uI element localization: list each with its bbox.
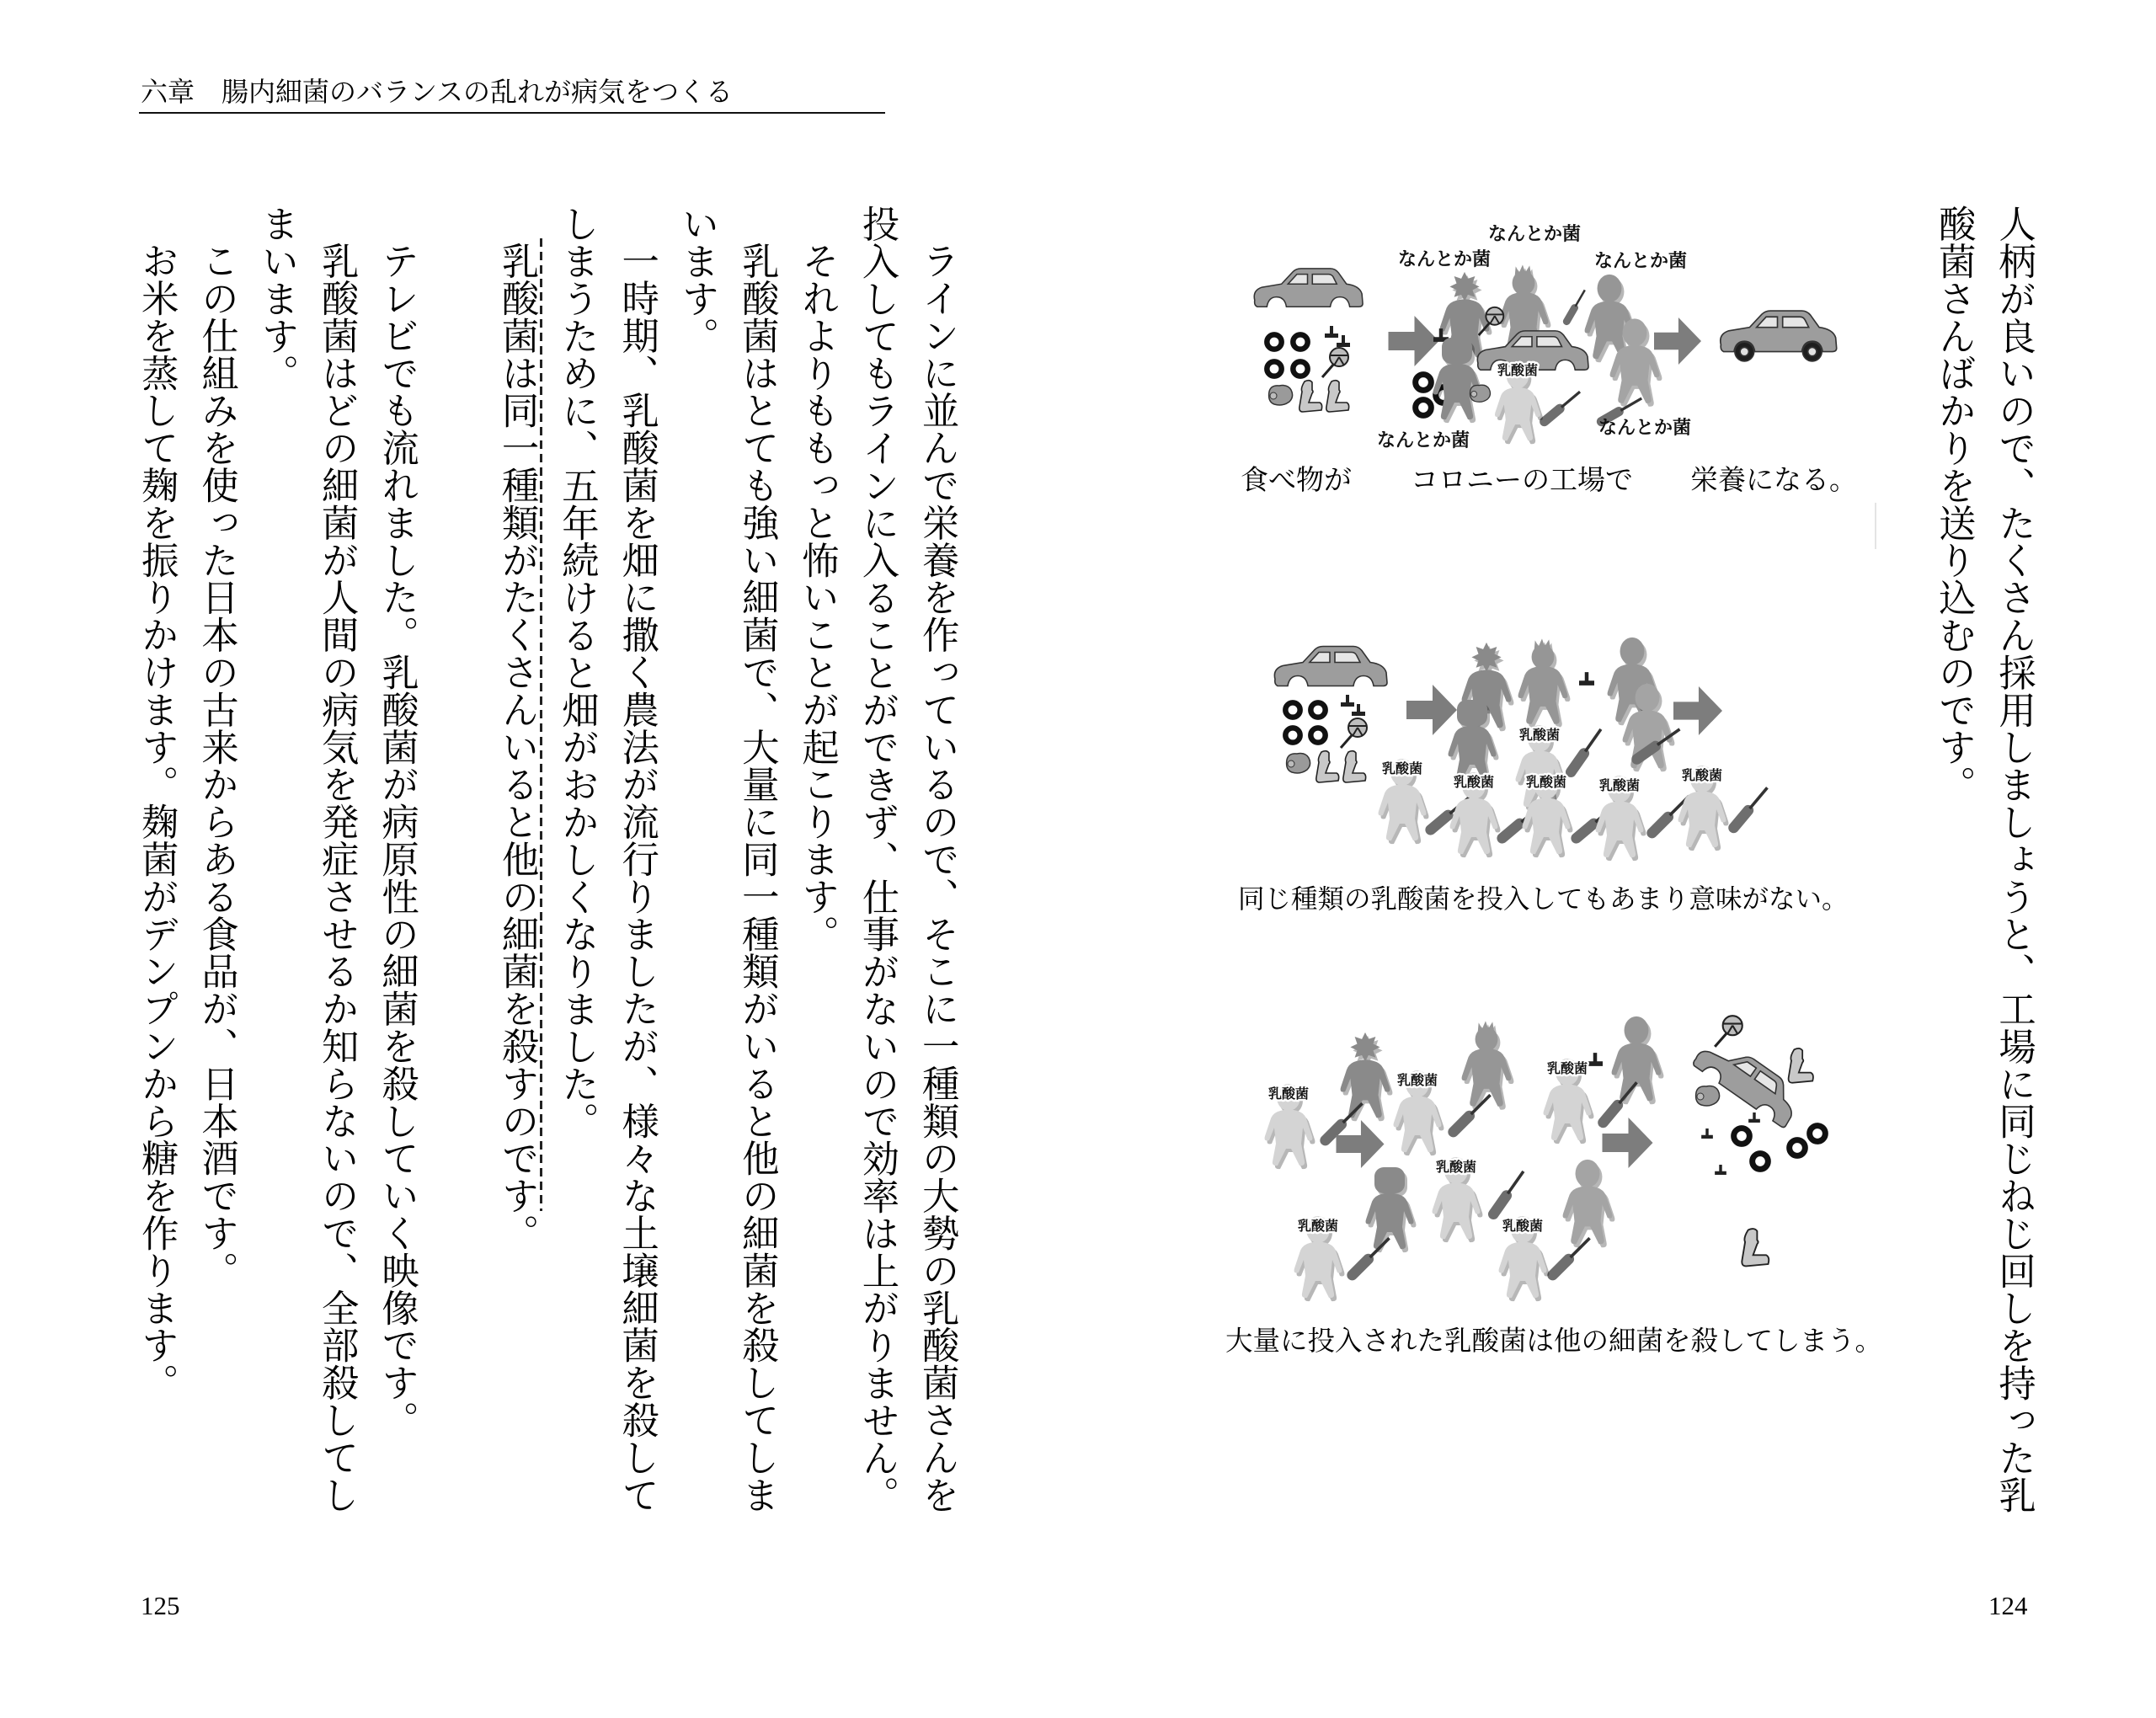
lactic-acid-bacterium-label: 乳酸菌 xyxy=(1435,1159,1477,1175)
lactic-acid-bacterium-label: 乳酸菌 xyxy=(1546,1060,1588,1076)
tire-icon xyxy=(1416,400,1432,416)
tire-icon xyxy=(1416,375,1432,391)
screwdriver-icon xyxy=(1486,1168,1529,1221)
text-line: 乳酸菌はどの細菌が人間の病気を発症させるか知らないので、全部殺してし xyxy=(315,242,359,1513)
lactic-acid-bacterium-label: 乳酸菌 xyxy=(1381,760,1423,776)
bracket-part-icon xyxy=(1337,335,1350,347)
figure-2-caption: 同じ種類の乳酸菌を投入してもあまり意味がない。 xyxy=(1238,884,1849,915)
lactic-acid-bacterium-label: 乳酸菌 xyxy=(1598,777,1641,793)
tire-icon xyxy=(1753,1154,1769,1170)
bacteria-label: なんとか菌 xyxy=(1593,251,1688,272)
lactic-acid-bacterium-label: 乳酸菌 xyxy=(1518,727,1561,743)
lactic-acid-bacterium-label: 乳酸菌 xyxy=(1681,767,1723,783)
arrow-right-icon xyxy=(1654,317,1701,365)
screwdriver-icon xyxy=(1561,288,1588,327)
seat-icon xyxy=(1326,381,1349,412)
other-bacterium-figure xyxy=(1612,1016,1662,1101)
tire-icon xyxy=(1267,361,1281,376)
figure-1-caption-food: 食べ物が xyxy=(1241,463,1352,496)
figure-colony-factory xyxy=(1238,211,1895,463)
screwdriver-icon xyxy=(1726,784,1772,835)
screwdriver-icon xyxy=(1345,1235,1393,1283)
text-line: 酸菌さんばかりを送り込むのです。 xyxy=(1932,205,1976,803)
bacteria-label: なんとか菌 xyxy=(1598,418,1692,439)
text-line: 一時期、乳酸菌を畑に撒く農法が流行りましたが、様々な土壌細菌を殺して xyxy=(615,242,659,1513)
bacteria-label: なんとか菌 xyxy=(1487,224,1582,245)
engine-icon xyxy=(1696,1086,1720,1106)
lactic-acid-bacterium-label: 乳酸菌 xyxy=(1453,774,1495,790)
screwdriver-icon xyxy=(1538,388,1583,429)
text-line: 人柄が良いので、たくさん採用しましょうと、工場に同じねじ回しを持った乳 xyxy=(1992,205,2036,1513)
figure-1-caption-colony-factory: コロニーの工場で xyxy=(1411,463,1633,496)
car-body-icon xyxy=(1274,647,1387,686)
car-parts-group xyxy=(1274,647,1387,783)
screwdriver-icon xyxy=(1545,1235,1593,1283)
other-bacterium-figure xyxy=(1462,1021,1512,1106)
text-line: まいます。 xyxy=(254,205,298,392)
figure-same-lactic-bacteria xyxy=(1246,632,1886,876)
figure-lactic-bacteria-kill-others xyxy=(1246,1006,1886,1314)
header-rule xyxy=(139,112,885,114)
bacteria-crowd xyxy=(1379,638,1772,861)
tire-icon xyxy=(1285,702,1299,717)
text-line: 投入してもラインに入ることができず、仕事がないので効率は上がりません。 xyxy=(855,205,899,1513)
tire-icon xyxy=(1810,1126,1826,1142)
engine-icon xyxy=(1470,385,1491,402)
screwdriver-icon xyxy=(1446,1091,1494,1139)
text-line: しまうために、五年続けると畑がおかしくなりました。 xyxy=(555,205,599,1139)
tire-icon xyxy=(1734,1128,1750,1144)
figure-3-caption: 大量に投入された乳酸菌は他の細菌を殺してしまう。 xyxy=(1225,1325,1883,1357)
arrow-right-icon xyxy=(1389,316,1439,366)
emphasized-text-line: 乳酸菌は同一種類がたくさんいると他の細菌を殺すのです。 xyxy=(495,242,539,1252)
screwdriver-icon xyxy=(1596,1079,1641,1129)
bracket-part-icon xyxy=(1341,695,1354,707)
broken-car-group xyxy=(1692,1016,1826,1266)
text-line: この仕組みを使った日本の古来からある食品が、日本酒です。 xyxy=(195,242,238,1289)
running-header-title: 六章 腸内細菌のバランスの乱れが病気をつくる xyxy=(141,76,734,108)
lactic-acid-bacterium-label: 乳酸菌 xyxy=(1525,774,1567,790)
faint-margin-line xyxy=(1875,503,1876,549)
lactic-acid-bacterium-label: 乳酸菌 xyxy=(1502,1218,1544,1234)
bracket-part-icon xyxy=(1588,1053,1603,1066)
bacteria-label: なんとか菌 xyxy=(1397,249,1492,270)
other-bacterium-figure xyxy=(1563,1160,1613,1244)
seat-icon xyxy=(1299,381,1322,412)
finished-car-icon xyxy=(1721,311,1837,361)
dashed-emphasis-sideline xyxy=(540,238,542,1211)
tire-icon xyxy=(1790,1140,1806,1156)
bracket-part-icon xyxy=(1715,1165,1726,1175)
bracket-part-icon xyxy=(1748,1112,1760,1123)
tire-icon xyxy=(1267,334,1281,349)
lactic-acid-bacterium-label: 乳酸菌 xyxy=(1297,1218,1339,1234)
lactic-acid-bacterium-label: 乳酸菌 xyxy=(1396,1072,1438,1088)
engine-icon xyxy=(1269,386,1293,405)
text-line: 乳酸菌はとても強い細菌で、大量に同一種類がいると他の細菌を殺してしま xyxy=(735,242,779,1513)
bacteria-label: なんとか菌 xyxy=(1376,430,1470,451)
steering-wheel-icon xyxy=(1715,1016,1742,1047)
steering-wheel-icon xyxy=(1341,718,1367,748)
arrow-right-icon xyxy=(1406,685,1457,735)
arrow-right-icon xyxy=(1603,1118,1653,1168)
steering-wheel-icon xyxy=(1322,348,1348,377)
bracket-part-icon xyxy=(1579,672,1594,686)
arrow-right-icon xyxy=(1673,686,1722,735)
tire-icon xyxy=(1310,702,1325,717)
bracket-part-icon xyxy=(1701,1128,1713,1139)
left-page-body-text xyxy=(126,205,967,1531)
seat-icon xyxy=(1343,751,1366,782)
seat-icon xyxy=(1742,1229,1769,1266)
bracket-part-icon xyxy=(1325,326,1338,338)
tire-icon xyxy=(1285,728,1299,742)
seat-icon xyxy=(1316,751,1339,782)
right-page-body-text xyxy=(1924,205,2044,1531)
figure-1-caption-nutrition: 栄養になる。 xyxy=(1690,463,1857,496)
other-bacterium-figure xyxy=(1518,638,1568,723)
lactic-acid-bacterium-label: 乳酸菌 xyxy=(1497,362,1539,378)
blank-line xyxy=(427,205,487,1531)
page-number-left: 125 xyxy=(141,1591,180,1620)
tire-icon xyxy=(1293,334,1307,349)
lactic-acid-bacterium-label: 乳酸菌 xyxy=(1267,1086,1310,1102)
screwdriver-icon xyxy=(1564,726,1606,779)
seat-icon xyxy=(1789,1048,1813,1083)
other-bacterium-figure xyxy=(1341,1032,1390,1118)
car-parts-group xyxy=(1254,269,1363,412)
text-line: お米を蒸して麹を振りかけます。麹菌がデンプンから糖を作ります。 xyxy=(135,242,179,1401)
car-body-icon xyxy=(1254,269,1363,307)
text-line: います。 xyxy=(675,205,718,355)
text-line: テレビでも流れました。乳酸菌が病原性の細菌を殺していく映像です。 xyxy=(375,242,419,1439)
text-line: ラインに並んで栄養を作っているので、そこに一種類の大勢の乳酸菌さんを xyxy=(915,242,959,1513)
tire-icon xyxy=(1293,361,1307,376)
page-number-right: 124 xyxy=(1988,1591,2028,1620)
text-line: それよりももっと怖いことが起こります。 xyxy=(795,242,839,952)
tire-icon xyxy=(1310,728,1325,742)
engine-icon xyxy=(1287,754,1310,773)
